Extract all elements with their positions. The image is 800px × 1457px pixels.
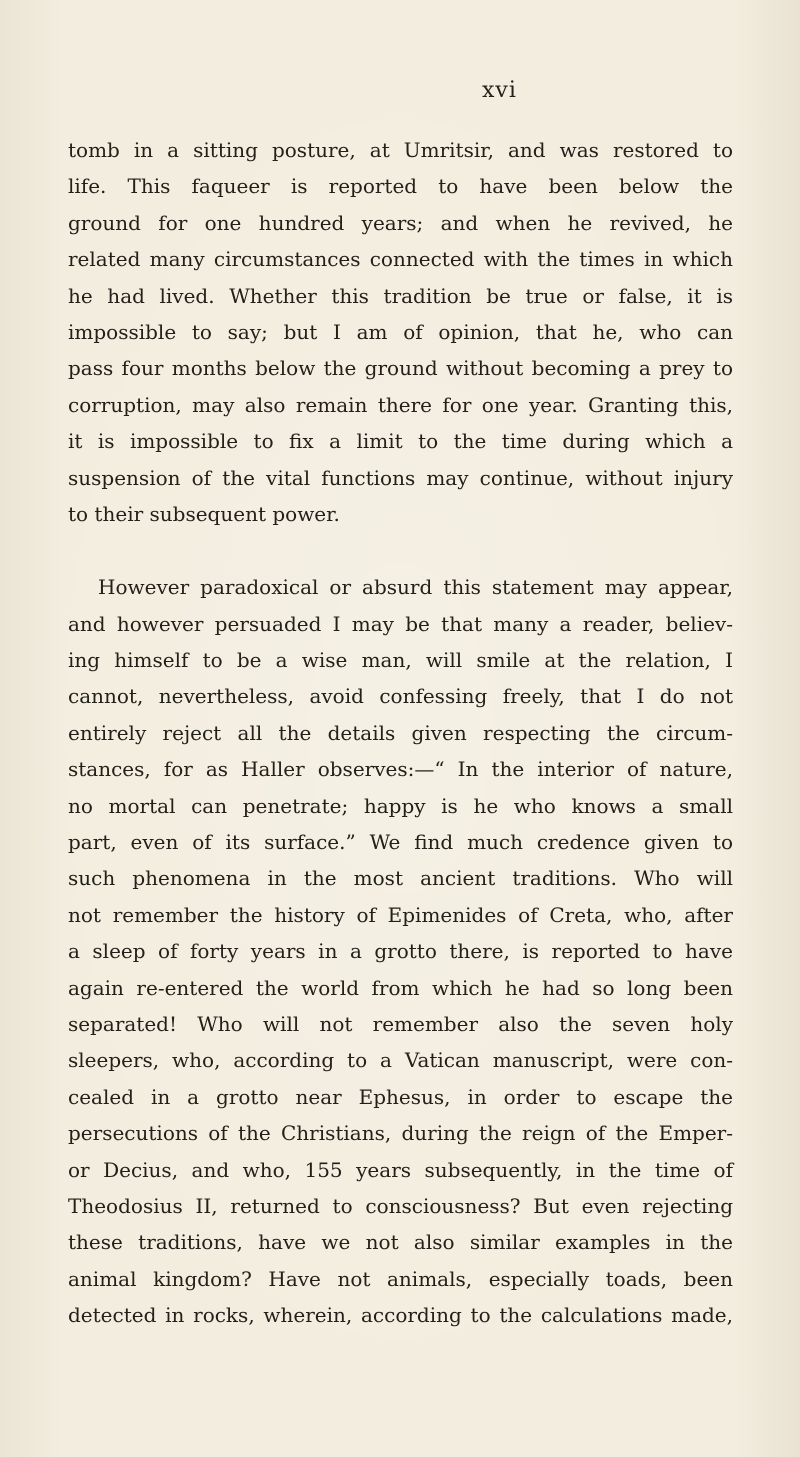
text-line: persecutions of the Christians, during the reign of the Emper- [68, 1121, 733, 1146]
text-line: a sleep of forty years in a grotto there, is reported to have [68, 939, 733, 964]
text-line: part, even of its surface.” We find much credence given to [68, 830, 733, 855]
paragraph-1 [68, 132, 733, 532]
text-line: detected in rocks, wherein, according to the calculations made, [68, 1303, 733, 1328]
body-text [68, 132, 733, 1334]
text-line: pass four months below the ground without becoming a prey to [68, 356, 733, 381]
text-line: impossible to say; but I am of opinion, that he, who can [68, 319, 733, 344]
text-line: he had lived. Whether this tradition be true or false, it is [68, 283, 733, 308]
text-line: related many circumstances connected with the times in which [68, 247, 733, 272]
page-number: xvi [482, 78, 517, 103]
text-line: tomb in a sitting posture, at Umritsir, and was restored to [68, 138, 733, 162]
text-line: ground for one hundred years; and when he revived, he [68, 210, 733, 235]
text-line: ing himself to be a wise man, will smile at the relation, I [68, 648, 733, 673]
text-line: to their subsequent power. [68, 501, 340, 526]
text-line: or Decius, and who, 155 years subsequently, in the time of [68, 1157, 733, 1182]
text-line: corruption, may also remain there for one year. Granting this, [68, 392, 733, 417]
text-line: not remember the history of Epimenides of Creta, who, after [68, 902, 733, 927]
text-line: these traditions, have we not also similar examples in the [68, 1230, 733, 1255]
text-line: stances, for as Haller observes:—“ In the interior of nature, [68, 757, 733, 782]
text-line: again re-entered the world from which he had so long been [68, 975, 733, 1000]
text-line: it is impossible to fix a limit to the time during which a [68, 429, 733, 454]
text-line: life. This faqueer is reported to have been below the [68, 174, 733, 199]
text-line: animal kingdom? Have not animals, especially toads, been [68, 1266, 733, 1291]
paragraph-gap [68, 532, 733, 569]
text-line: cealed in a grotto near Ephesus, in order to escape the [68, 1084, 733, 1109]
text-line: cannot, nevertheless, avoid confessing freely, that I do not [68, 684, 733, 709]
text-line: separated! Who will not remember also the seven holy [68, 1011, 733, 1036]
text-line: suspension of the vital functions may continue, without injury [68, 465, 733, 490]
text-line: such phenomena in the most ancient traditions. Who will [68, 866, 733, 891]
text-line: entirely reject all the details given respecting the circum- [68, 720, 733, 745]
text-line: sleepers, who, according to a Vatican manuscript, were con- [68, 1048, 733, 1073]
text-line: and however persuaded I may be that many a reader, believ- [68, 611, 733, 636]
paragraph-2 [68, 569, 733, 1333]
text-line: However paradoxical or absurd this statement may appear, [98, 575, 733, 600]
text-line: no mortal can penetrate; happy is he who knows a small [68, 793, 733, 818]
text-line: Theodosius II, returned to consciousness? But even rejecting [68, 1193, 733, 1218]
